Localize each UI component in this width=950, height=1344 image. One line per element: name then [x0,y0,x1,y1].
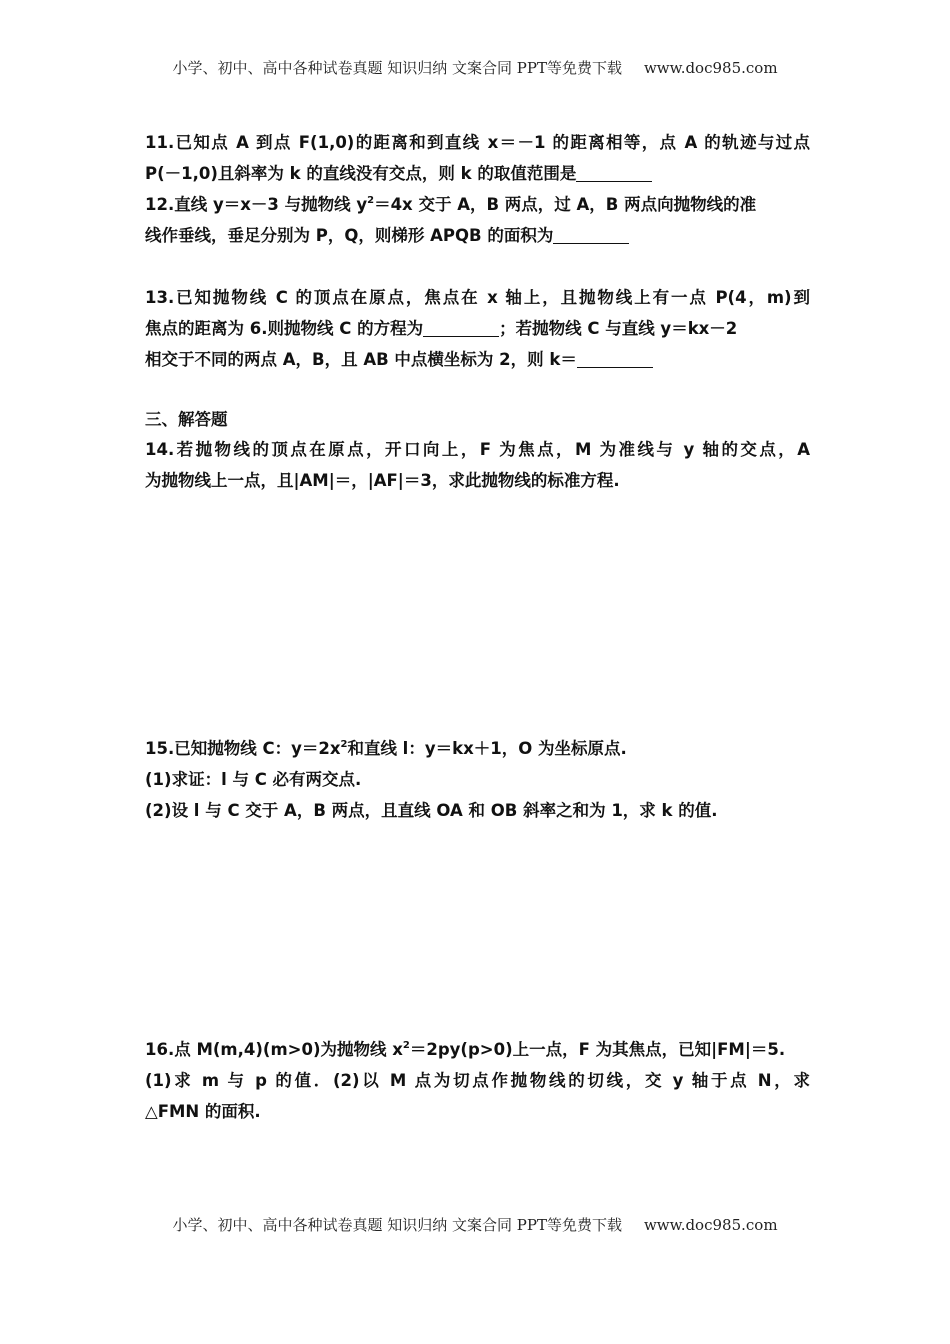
footer-site-link[interactable]: www.doc985.com [643,1216,778,1234]
q11-line-2 [145,158,810,189]
q13-answer-blank-1 [423,318,499,337]
q11-line-2-text: P(－1,0)且斜率为 k 的直线没有交点，则 k 的取值范围是 [145,164,577,183]
q16-line-1 [145,1034,810,1065]
q12-superscript: 2 [367,195,375,206]
question-14 [145,434,810,496]
q16-line-1-b: ＝2py(p>0)上一点，F 为其焦点，已知|FM|＝5. [409,1040,786,1059]
q12-line-2 [145,220,810,251]
question-16 [145,1034,810,1127]
question-12 [145,189,810,251]
section-3-title: 三、解答题 [145,410,228,429]
q14-line-2: 为抛物线上一点，且|AM|＝，|AF|＝3，求此抛物线的标准方程. [145,471,620,490]
page-header [0,57,950,78]
q12-line-1-a: 12.直线 y＝x－3 与抛物线 y [145,195,368,214]
q13-line-1: 13.已知抛物线 C 的顶点在原点，焦点在 x 轴上，且抛物线上有一点 P(4，m)到 [145,288,810,307]
q14-line-1: 14.若抛物线的顶点在原点，开口向上，F 为焦点，M 为准线与 y 轴的交点，A [145,440,810,459]
q11-answer-blank [576,163,652,182]
q12-line-1-b: ＝4x 交于 A，B 两点，过 A，B 两点向抛物线的准 [374,195,757,214]
q15-line-1-a: 15.已知抛物线 C：y＝2x [145,739,341,758]
q12-answer-blank [553,225,629,244]
question-11 [145,127,810,189]
q15-superscript: 2 [340,739,348,750]
q15-line-1-b: 和直线 l：y＝kx＋1，O 为坐标原点. [347,739,627,758]
q13-line-3-text: 相交于不同的两点 A，B，且 AB 中点横坐标为 2，则 k＝ [145,350,577,369]
q12-line-2-text: 线作垂线，垂足分别为 P，Q，则梯形 APQB 的面积为 [145,226,554,245]
q16-line-2: (1)求 m 与 p 的值．(2)以 M 点为切点作抛物线的切线，交 y 轴于点 N，求 [145,1071,810,1090]
question-15 [145,733,810,826]
q13-line-2-a: 焦点的距离为 6.则抛物线 C 的方程为 [145,319,424,338]
q13-line-2 [145,313,810,344]
q11-line-1: 11.已知点 A 到点 F(1,0)的距离和到直线 x＝－1 的距离相等，点 A 的轨迹与过点 [145,133,810,152]
section-3 [145,404,810,435]
q15-line-1 [145,733,810,764]
page-footer [0,1214,950,1235]
q15-line-2: (1)求证：l 与 C 必有两交点. [145,770,362,789]
q13-answer-blank-2 [577,349,653,368]
q13-line-3 [145,344,810,375]
q16-superscript: 2 [402,1040,410,1051]
q16-line-3: △FMN 的面积. [145,1102,261,1121]
header-text: 小学、初中、高中各种试卷真题 知识归纳 文案合同 PPT等免费下载 [172,59,622,77]
q15-line-3: (2)设 l 与 C 交于 A，B 两点，且直线 OA 和 OB 斜率之和为 1，求 k 的值. [145,801,718,820]
q16-line-1-a: 16.点 M(m,4)(m>0)为抛物线 x [145,1040,403,1059]
question-13 [145,282,810,375]
header-site-link[interactable]: www.doc985.com [643,59,778,77]
q13-line-2-b: ；若抛物线 C 与直线 y＝kx－2 [499,319,738,338]
q12-line-1 [145,189,810,220]
footer-text: 小学、初中、高中各种试卷真题 知识归纳 文案合同 PPT等免费下载 [172,1216,622,1234]
